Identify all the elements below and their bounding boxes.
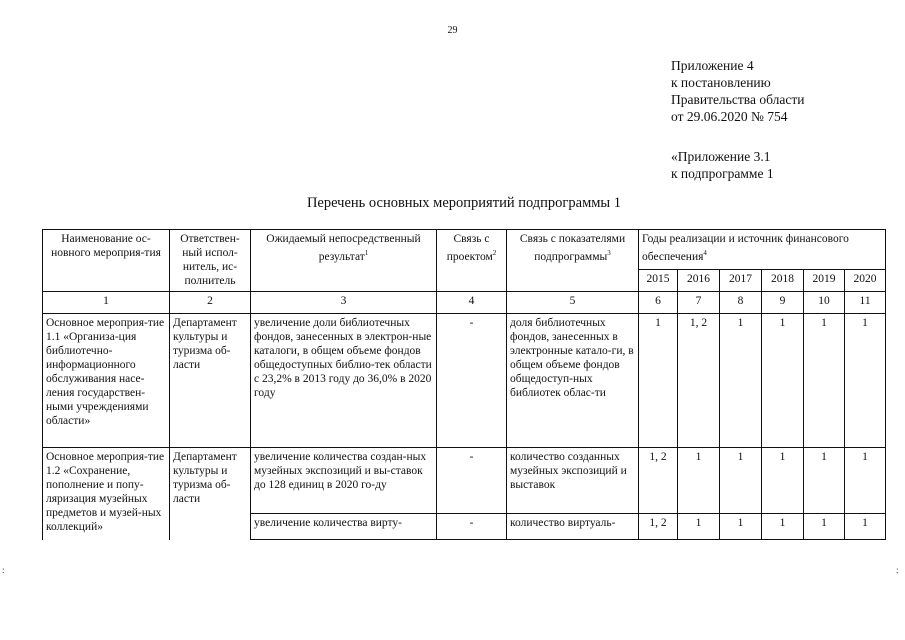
measure-name: Основное мероприя-тие 1.2 «Сохранение, пополнение и попу-ляризация музейных предметов и музей-ных коллекций» [43,448,170,540]
measure-project: - [437,314,507,448]
header-result-text: Ожидаемый непосредственный результат [266,233,421,263]
measure-executor: Департамент культуры и туризма об-ласти [170,448,251,540]
measure-value-2019: 1 [804,514,845,540]
column-numbers-row [43,292,886,314]
measure-project: - [437,514,507,540]
measure-value-2015: 1 [639,314,678,448]
page-number: 29 [447,25,458,36]
column-number: 3 [251,292,437,314]
measure-value-2016: 1, 2 [678,314,720,448]
appendix-block [671,57,804,125]
table-row [43,314,886,448]
measure-result: увеличение количества создан-ных музейных экспозиций и вы-ставок до 128 единиц в 2020 го-ду [251,448,437,514]
column-number: 1 [43,292,170,314]
column-number: 5 [507,292,639,314]
left-margin-mark: : [2,565,5,575]
measure-value-2015: 1, 2 [639,448,678,514]
measure-indicator: количество виртуаль- [507,514,639,540]
measure-value-2018: 1 [762,514,804,540]
table-row [43,448,886,514]
header-project [437,230,507,292]
measure-result: увеличение количества вирту- [251,514,437,540]
measure-value-2016: 1 [678,514,720,540]
measure-result: увеличение доли библиотечных фондов, занесенных в электрон-ные каталоги, в общем объеме фондов общедоступных библио-тек области с 23,2% в 2013 году до 36,0% в 2020 году [251,314,437,448]
year-cell: 2017 [720,270,762,292]
measure-value-2020: 1 [845,514,886,540]
header-executor: Ответствен-ный испол-нитель, ис-полнитель [170,230,251,292]
header-indicators-footnote: 3 [607,249,611,257]
measure-value-2016: 1 [678,448,720,514]
appendix-line-1: Приложение 4 [671,58,754,73]
measure-value-2017: 1 [720,314,762,448]
measure-value-2018: 1 [762,448,804,514]
measure-value-2018: 1 [762,314,804,448]
appendix-line-2: к постановлению [671,75,771,90]
measures-table [42,229,886,540]
header-result [251,230,437,292]
column-number: 4 [437,292,507,314]
sub-appendix-block [671,148,774,182]
year-cell: 2015 [639,270,678,292]
column-number: 7 [678,292,720,314]
header-years-footnote: 4 [703,249,707,257]
column-number: 6 [639,292,678,314]
document-title: Перечень основных мероприятий подпрограммы 1 [306,195,622,211]
measure-name: Основное мероприя-тие 1.1 «Организа-ция библиотечно-информационного обслуживания насе-ления государствен-ными учреждениями области» [43,314,170,448]
header-years [639,230,886,270]
measure-value-2019: 1 [804,314,845,448]
measure-value-2019: 1 [804,448,845,514]
column-number: 2 [170,292,251,314]
column-number: 10 [804,292,845,314]
appendix-line-4: от 29.06.2020 № 754 [671,109,788,124]
column-number: 11 [845,292,886,314]
sub-appendix-line-2: к подпрограмме 1 [671,166,774,181]
year-cell: 2019 [804,270,845,292]
year-cell: 2018 [762,270,804,292]
column-number: 9 [762,292,804,314]
measure-project: - [437,448,507,514]
measure-value-2015: 1, 2 [639,514,678,540]
table-header-row [43,230,886,270]
header-project-footnote: 2 [492,249,497,257]
measure-indicator: количество созданных музейных экспозиций и выставок [507,448,639,514]
measure-value-2020: 1 [845,314,886,448]
measure-value-2017: 1 [720,448,762,514]
header-project-text: Связь с проектом [446,233,493,263]
column-number: 8 [720,292,762,314]
header-name: Наименование ос-новного мероприя-тия [43,230,170,292]
sub-appendix-line-1: «Приложение 3.1 [671,149,771,164]
year-cell: 2016 [678,270,720,292]
appendix-line-3: Правительства области [671,92,805,107]
header-indicators [507,230,639,292]
measure-value-2020: 1 [845,448,886,514]
measure-executor: Департамент культуры и туризма об-ласти [170,314,251,448]
measure-indicator: доля библиотечных фондов, занесенных в электронные катало-ги, в общем объеме фондов общедоступ-ных библиотек облас-ти [507,314,639,448]
right-margin-mark: : [896,565,899,575]
header-years-text: Годы реализации и источник финансового обеспечения [642,233,849,263]
year-cell: 2020 [845,270,886,292]
header-result-footnote: 1 [364,249,369,257]
measure-value-2017: 1 [720,514,762,540]
header-indicators-text: Связь с показателями подпрограммы [519,233,626,263]
